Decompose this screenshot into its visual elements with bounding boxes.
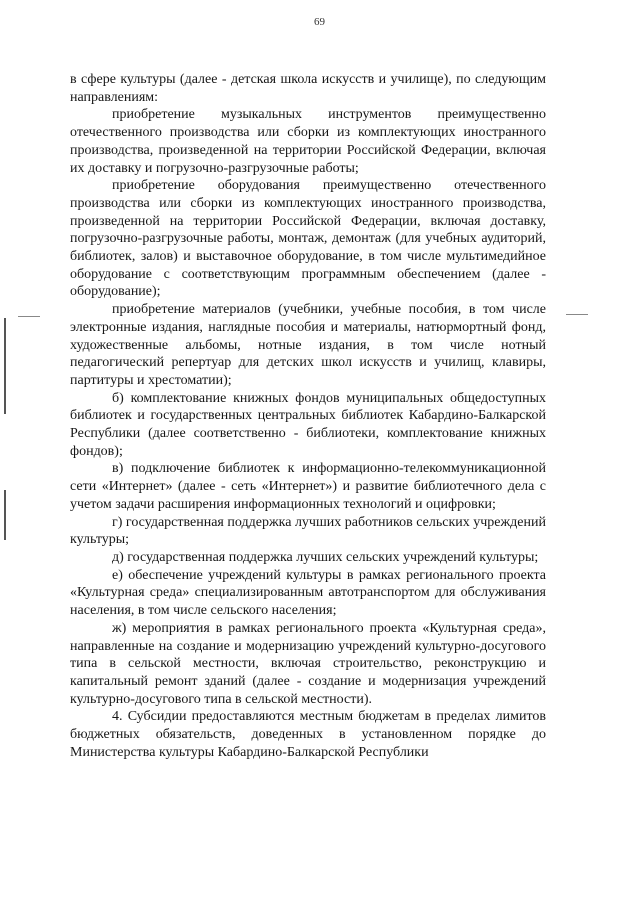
paragraph: приобретение музыкальных инструментов преимущественно отечественного производства или сборки из комплектующих иностранного производства, произведенной на территории Российской Федерации, включая их доставку и погрузочно-разгрузочные работы;: [70, 107, 546, 176]
scan-mark-left: [4, 490, 6, 540]
page-number: 69: [314, 16, 325, 28]
scan-mark-left: [4, 318, 6, 414]
paragraph: в сфере культуры (далее - детская школа искусств и училище), по следующим направлениям:: [70, 72, 546, 105]
paragraph: г) государственная поддержка лучших работников сельских учреждений культуры;: [70, 514, 546, 548]
scan-dash-left: [18, 316, 40, 317]
paragraph: д) государственная поддержка лучших сельских учреждений культуры;: [112, 549, 539, 565]
document-body: [70, 71, 546, 761]
paragraph: е) обеспечение учреждений культуры в рамках регионального проекта «Культурная среда» специализированным автотранспортом для обслуживания населения, в том числе сельского населения;: [70, 567, 546, 619]
paragraph: 4. Субсидии предоставляются местным бюджетам в пределах лимитов бюджетных обязательств, доведенных в установленном порядке до Министерства культуры Кабардино-Балкарской Республики: [70, 709, 546, 760]
paragraph: в) подключение библиотек к информационно-телекоммуникационной сети «Интернет» (далее - сеть «Интернет») и развитие библиотечного дела с учетом задачи расширения информационных технологий и оцифровки;: [70, 461, 546, 512]
scan-dash-right: [566, 314, 588, 315]
paragraph: приобретение оборудования преимущественно отечественного производства или сборки из комплектующих иностранного производства, произведенной на территории Российской Федерации, включая доставку, погрузочно-разгрузочные работы, монтаж, демонтаж (для учебных аудиторий, библиотек, залов) и выставочное оборудование, в том числе мультимедийное оборудование с соответствующим программным обеспечением (далее - оборудование);: [70, 178, 546, 300]
paragraph: приобретение материалов (учебники, учебные пособия, в том числе электронные издания, наглядные пособия и материалы, натюрмортный фонд, художественные альбомы, нотные издания, в том числе нотный педагогический репертуар для детских школ искусств и училищ, клавиры, партитуры и хрестоматии);: [70, 302, 546, 388]
paragraph: ж) мероприятия в рамках регионального проекта «Культурная среда», направленные на создание и модернизацию учреждений культурно-досугового типа в сельской местности, включая строительство, реконструкцию и капитальный ремонт зданий (далее - создание и модернизация учреждений культурно-досугового типа в сельской местности).: [70, 620, 546, 707]
paragraph: б) комплектование книжных фондов муниципальных общедоступных библиотек и государственных центральных библиотек Кабардино-Балкарской Республики (далее соответственно - библиотеки, комплектование книжных фондов);: [70, 390, 546, 459]
